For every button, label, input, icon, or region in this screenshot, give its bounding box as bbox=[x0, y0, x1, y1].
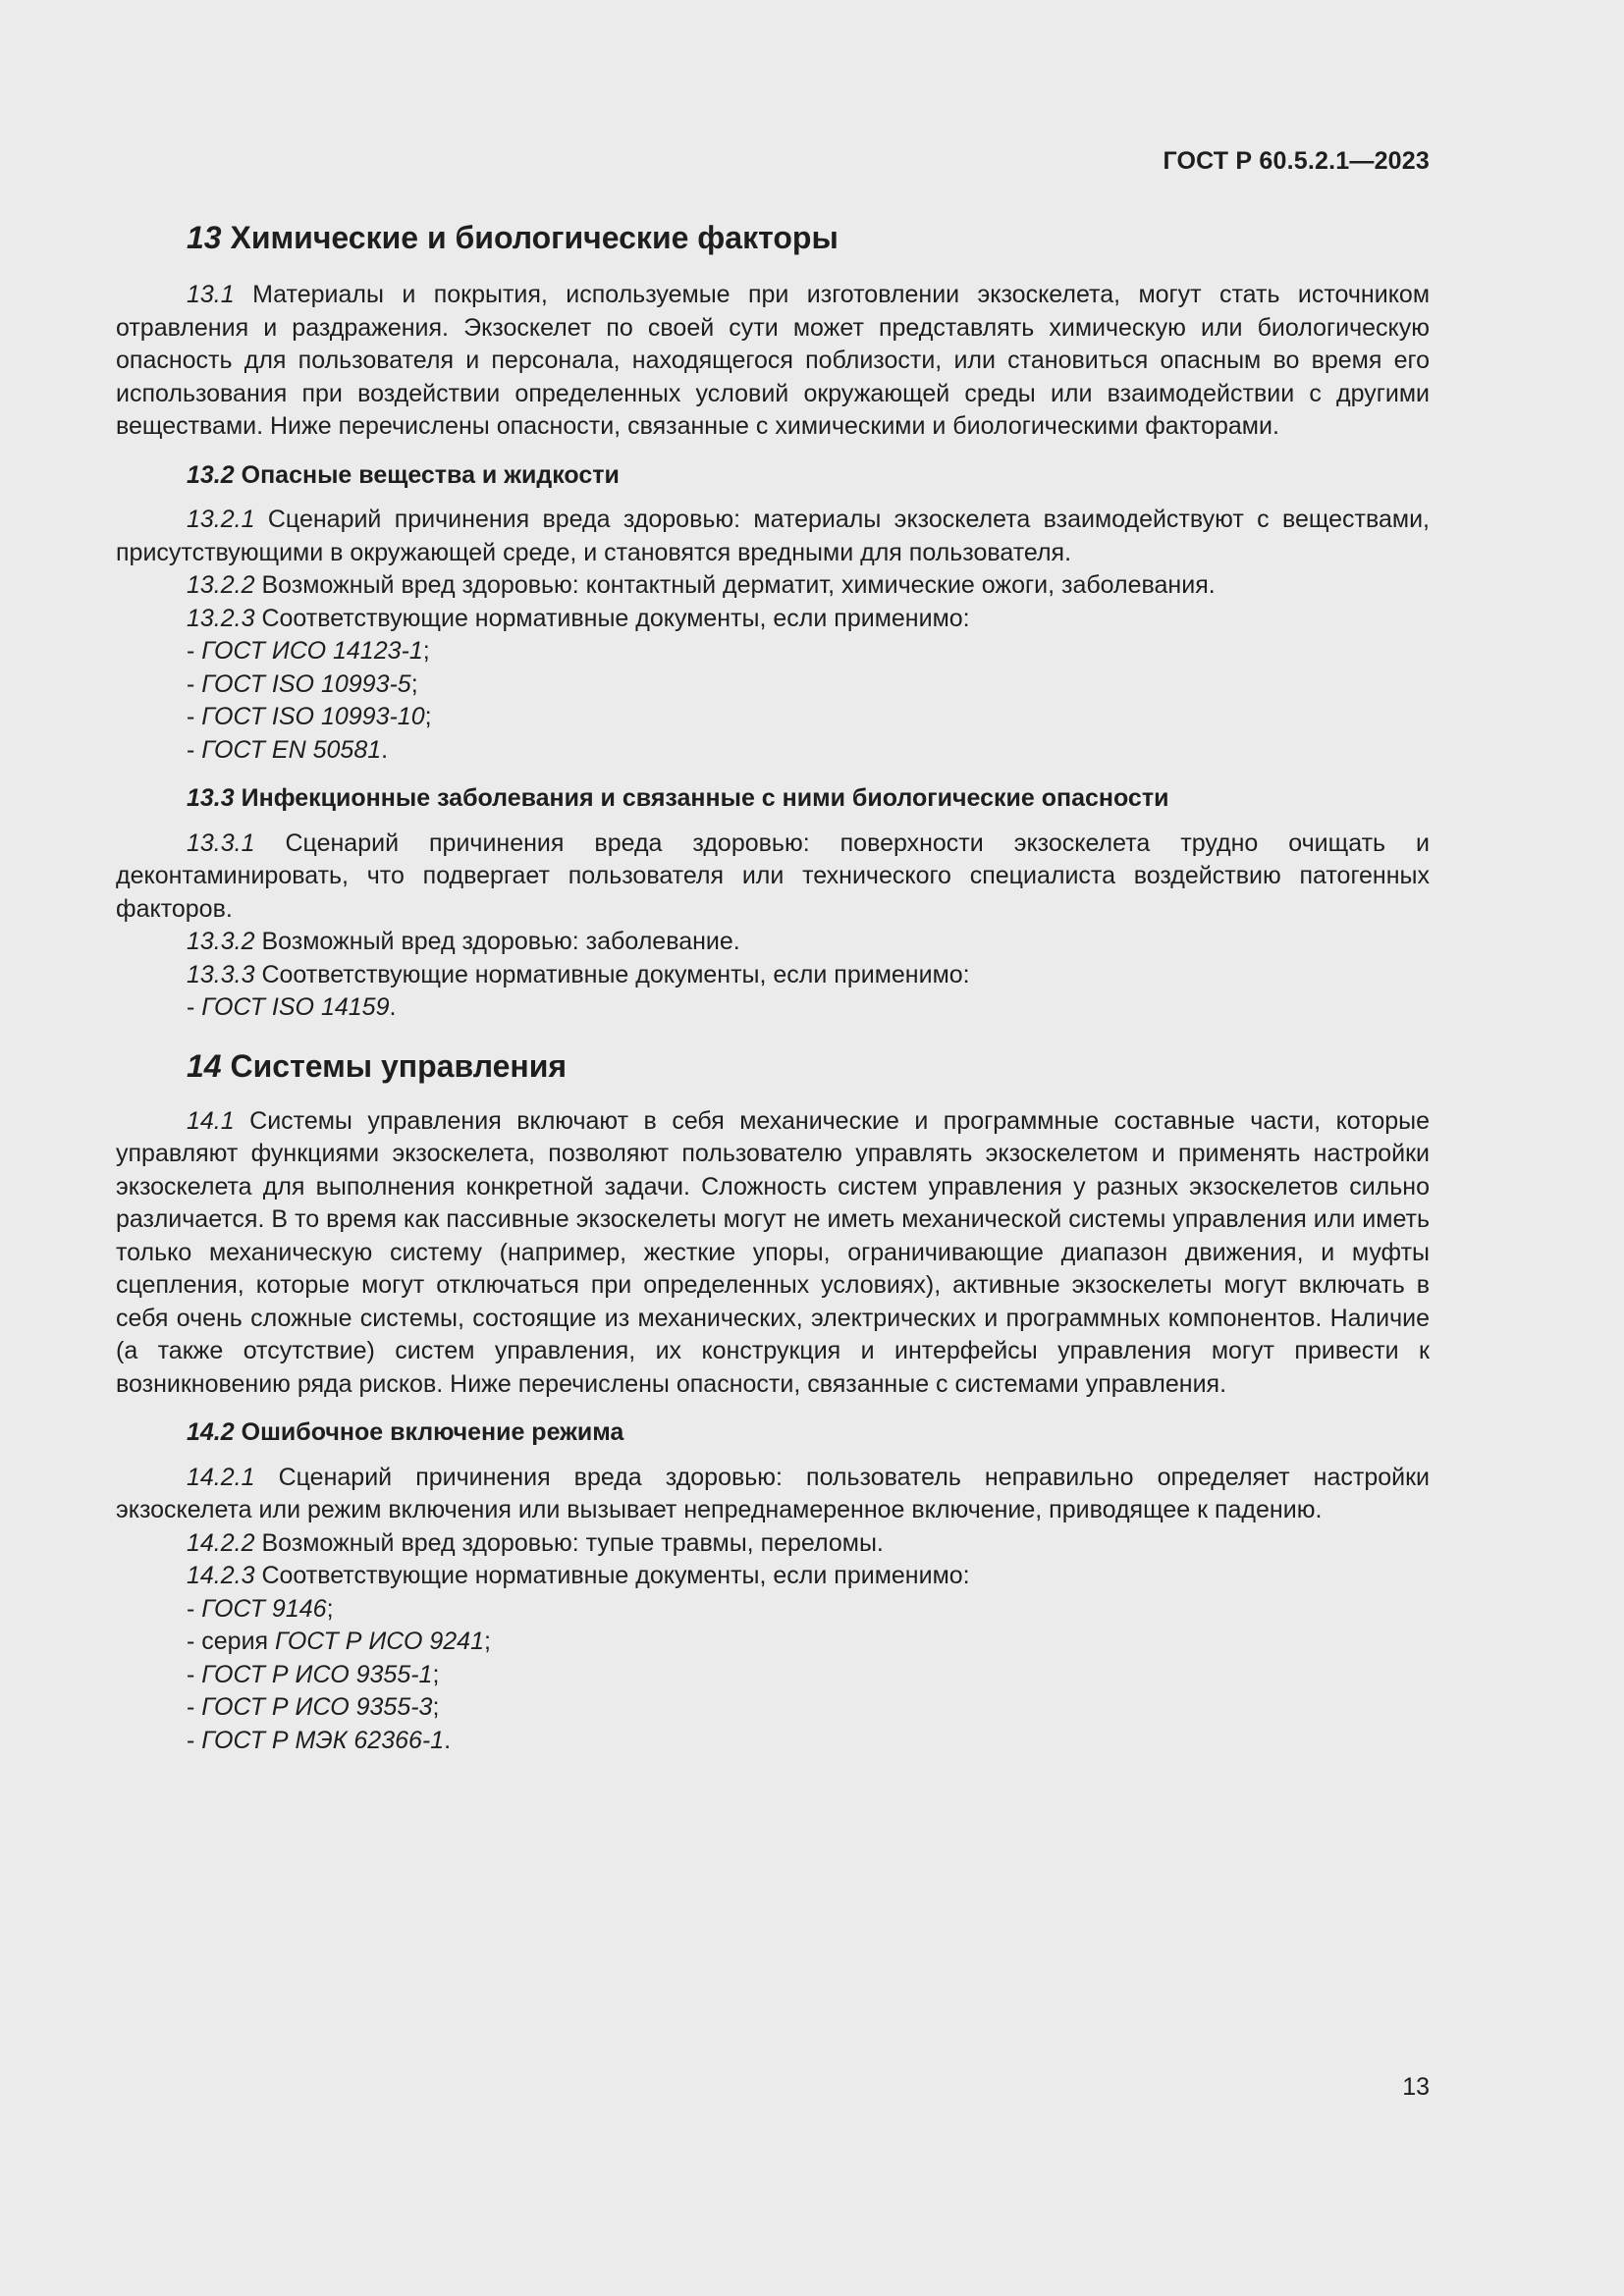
clause-number: 13.3.1 bbox=[187, 828, 255, 857]
clause-text: Возможный вред здоровью: заболевание. bbox=[261, 928, 740, 955]
reference-punctuation: . bbox=[444, 1726, 452, 1754]
reference-item bbox=[116, 1659, 1430, 1692]
clause-text: Возможный вред здоровью: контактный дерматит, химические ожоги, заболевания. bbox=[261, 571, 1216, 599]
list-dash: - bbox=[187, 1726, 195, 1754]
reference-item bbox=[116, 1593, 1430, 1627]
paragraph bbox=[116, 828, 1430, 927]
reference-list bbox=[116, 991, 1430, 1025]
clause-number: 13.2.2 bbox=[187, 571, 255, 599]
list-dash: - bbox=[187, 1628, 195, 1655]
reference-item bbox=[116, 734, 1430, 768]
paragraph bbox=[116, 1527, 1430, 1561]
clause-text: Системы управления включают в себя механические и программные составные части, которые управляют функциями экзоскелета, позволяют пользователю управлять экзоскелетом и применять настройки экзоскелета для выполнения конкретной задачи. Сложность систем управления у разных экзоскелетов сильно различается. В то время как пассивные экзоскелеты могут не иметь механической системы управления или иметь только механическую систему (например, жесткие упоры, ограничивающие диапазон движения, и муфты сцепления, которые могут отключаться при определенных условиях), активные экзоскелеты могут включать в себя очень сложные системы, состоящие из механических, электрических и программных компонентов. Наличие (а также отсутствие) систем управления, их конструкция и интерфейсы управления могут привести к возникновению ряда рисков. Ниже перечислены опасности, связанные с системами управления. bbox=[116, 1106, 1430, 1398]
reference-punctuation: ; bbox=[432, 1660, 440, 1688]
list-dash: - bbox=[187, 703, 195, 730]
clause-number: 13.3.3 bbox=[187, 960, 255, 988]
reference-standard: ГОСТ Р ИСО 9355-1 bbox=[201, 1660, 433, 1688]
subsection-title: Инфекционные заболевания и связанные с ними биологические опасности bbox=[241, 784, 1169, 812]
clause-number: 14.2.3 bbox=[187, 1562, 255, 1589]
reference-standard: ГОСТ ISO 10993-10 bbox=[201, 703, 425, 730]
paragraph bbox=[116, 959, 1430, 992]
clause-text: Сценарий причинения вреда здоровью: пользователь неправильно определяет настройки экзоскелета или режим включения или вызывает непреднамеренное включение, приводящее к падению. bbox=[116, 1463, 1431, 1523]
clause-text: Соответствующие нормативные документы, если применимо: bbox=[261, 960, 970, 988]
list-dash: - bbox=[187, 993, 195, 1021]
paragraph bbox=[116, 1560, 1430, 1593]
list-dash: - bbox=[187, 1660, 195, 1688]
paragraph bbox=[116, 1462, 1430, 1527]
list-dash: - bbox=[187, 1594, 195, 1623]
reference-standard: ГОСТ Р ИСО 9355-3 bbox=[201, 1693, 433, 1721]
reference-item bbox=[116, 635, 1430, 668]
reference-standard: ГОСТ Р МЭК 62366-1 bbox=[201, 1726, 445, 1754]
reference-item bbox=[116, 991, 1430, 1025]
list-dash: - bbox=[187, 669, 195, 698]
reference-list bbox=[116, 1593, 1430, 1758]
clause-text: Возможный вред здоровью: тупые травмы, переломы. bbox=[261, 1528, 884, 1557]
subsection-number: 13.3 bbox=[187, 784, 235, 812]
reference-punctuation: . bbox=[389, 993, 397, 1021]
clause-number: 13.2.1 bbox=[187, 506, 255, 533]
reference-item bbox=[116, 1626, 1430, 1659]
list-dash: - bbox=[187, 637, 195, 665]
reference-punctuation: ; bbox=[410, 669, 418, 698]
list-dash: - bbox=[187, 735, 195, 764]
list-dash: - bbox=[187, 1693, 195, 1721]
section-title: Системы управления bbox=[230, 1047, 568, 1084]
reference-standard: ГОСТ EN 50581 bbox=[201, 735, 382, 764]
reference-standard: ГОСТ ISO 10993-5 bbox=[201, 669, 411, 698]
subsection-title: Ошибочное включение режима bbox=[241, 1418, 624, 1446]
subsection-number: 14.2 bbox=[187, 1418, 235, 1446]
subsection-title: Опасные вещества и жидкости bbox=[241, 460, 620, 489]
reference-item bbox=[116, 1691, 1430, 1725]
page-number: 13 bbox=[1402, 2073, 1430, 2101]
paragraph bbox=[116, 279, 1430, 444]
subsection-heading bbox=[116, 782, 1430, 816]
subsection-heading bbox=[116, 459, 1430, 493]
section-heading bbox=[116, 1046, 1430, 1086]
clause-number: 14.2.2 bbox=[187, 1528, 255, 1557]
clause-text: Соответствующие нормативные документы, если применимо: bbox=[261, 1562, 970, 1589]
clause-number: 13.1 bbox=[187, 281, 235, 308]
paragraph bbox=[116, 603, 1430, 636]
reference-prefix: серия bbox=[201, 1628, 276, 1655]
paragraph bbox=[116, 1105, 1430, 1402]
reference-standard: ГОСТ Р ИСО 9241 bbox=[275, 1628, 484, 1655]
reference-item bbox=[116, 701, 1430, 734]
clause-number: 13.2.3 bbox=[187, 604, 255, 632]
section-number: 14 bbox=[187, 1047, 222, 1084]
paragraph bbox=[116, 569, 1430, 603]
reference-standard: ГОСТ ISO 14159 bbox=[201, 993, 390, 1021]
reference-standard: ГОСТ 9146 bbox=[201, 1594, 327, 1623]
clause-text: Сценарий причинения вреда здоровью: материалы экзоскелета взаимодействуют с веществами, присутствующими в окружающей среде, и становятся вредными для пользователя. bbox=[116, 506, 1430, 566]
clause-number: 14.2.1 bbox=[187, 1463, 255, 1491]
document-code: ГОСТ Р 60.5.2.1—2023 bbox=[1163, 147, 1430, 175]
clause-text: Соответствующие нормативные документы, если применимо: bbox=[261, 604, 970, 632]
page-content bbox=[116, 218, 1430, 1757]
subsection-number: 13.2 bbox=[187, 460, 235, 489]
section-number: 13 bbox=[187, 220, 222, 255]
reference-item bbox=[116, 668, 1430, 702]
reference-standard: ГОСТ ИСО 14123-1 bbox=[201, 637, 423, 665]
reference-punctuation: ; bbox=[424, 703, 432, 730]
reference-punctuation: ; bbox=[484, 1628, 491, 1655]
clause-text: Сценарий причинения вреда здоровью: поверхности экзоскелета трудно очищать и деконтаминировать, что подвергает пользователя или технического специалиста воздействию патогенных факторов. bbox=[116, 828, 1430, 923]
reference-item bbox=[116, 1725, 1430, 1758]
paragraph bbox=[116, 504, 1430, 569]
reference-punctuation: ; bbox=[432, 1693, 440, 1721]
paragraph bbox=[116, 926, 1430, 959]
reference-list bbox=[116, 635, 1430, 767]
reference-punctuation: . bbox=[381, 735, 389, 764]
section-title: Химические и биологические факторы bbox=[230, 220, 839, 255]
reference-punctuation: ; bbox=[326, 1594, 334, 1623]
subsection-heading bbox=[116, 1416, 1430, 1450]
clause-number: 13.3.2 bbox=[187, 928, 255, 955]
section-heading bbox=[116, 218, 1430, 257]
clause-number: 14.1 bbox=[187, 1106, 235, 1135]
clause-text: Материалы и покрытия, используемые при изготовлении экзоскелета, могут стать источником отравления и раздражения. Экзоскелет по своей сути может представлять химическую или биологическую опасность для пользователя и персонала, находящегося поблизости, или становиться опасным во время его использования при воздействии определенных условий окружающей среды или взаимодействии с другими веществами. Ниже перечислены опасности, связанные с химическими и биологическими факторами. bbox=[116, 281, 1431, 440]
reference-punctuation: ; bbox=[422, 637, 430, 665]
